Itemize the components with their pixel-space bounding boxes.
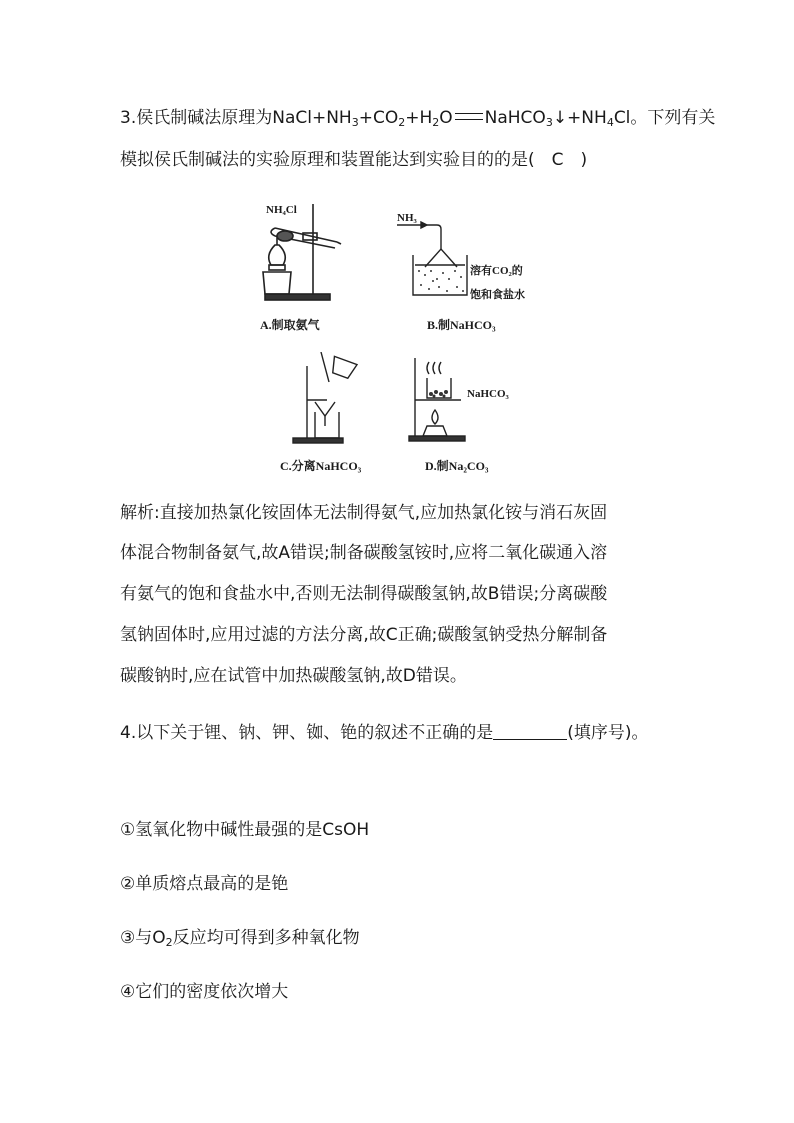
analysis-line-4: 氢钠固体时,应用过滤的方法分离,故C正确;碳酸氢钠受热分解制备: [120, 625, 608, 645]
answer-blank[interactable]: [493, 723, 567, 740]
apparatus-b-caption: B.制NaHCO₃: [427, 318, 496, 332]
apparatus-d-label: NaHCO₃: [467, 388, 509, 400]
apparatus-a-caption: A.制取氨气: [260, 318, 320, 332]
apparatus-d-caption: D.制Na₂CO₃: [425, 459, 489, 473]
apparatus-a-label: NH₄Cl: [266, 204, 297, 216]
q3-stem-line1: 3.侯氏制碱法原理为$NaCl+NH_3+CO_2+H_2O$ $NaHCO_3↓+NH_4Cl$。下列有关: [120, 108, 716, 129]
apparatus-b-solution-label-2: 饱和食盐水: [470, 289, 525, 301]
q4-stem: 4.以下关于锂、钠、钾、铷、铯的叙述不正确的是 (填序号)。: [120, 723, 649, 743]
analysis-line-3: 有氨气的饱和食盐水中,否则无法制得碳酸氢钠,故B错误;分离碳酸: [120, 584, 608, 604]
q4-option-2: ②单质熔点最高的是铯: [120, 874, 289, 894]
apparatus-d-diagram: [405, 352, 467, 444]
analysis-line-5: 碳酸钠时,应在试管中加热碳酸氢钠,故D错误。: [120, 666, 467, 686]
analysis-line-2: 体混合物制备氨气,故A错误;制备碳酸氢铵时,应将二氧化碳通入溶: [120, 543, 608, 563]
apparatus-c-caption: C.分离NaHCO₃: [280, 459, 362, 473]
q3-stem-line2: 模拟侯氏制碱法的实验原理和装置能达到实验目的的是( C ): [120, 150, 588, 170]
apparatus-b-nh3-label: NH₃: [397, 212, 417, 224]
q4-option-4: ④它们的密度依次增大: [120, 982, 289, 1002]
equation-equals-sign: [455, 113, 483, 120]
question-number: 3.: [120, 108, 137, 128]
analysis-line-1: 解析:直接加热氯化铵固体无法制得氨气,应加热氯化铵与消石灰固: [120, 503, 608, 523]
q4-option-3: ③与$O_2$反应均可得到多种氧化物: [120, 928, 360, 949]
q4-option-1: ①氢氧化物中碱性最强的是CsOH: [120, 820, 370, 840]
apparatus-b-solution-label-1: 溶有CO₂的: [470, 265, 523, 277]
apparatus-c-diagram: [285, 352, 365, 447]
